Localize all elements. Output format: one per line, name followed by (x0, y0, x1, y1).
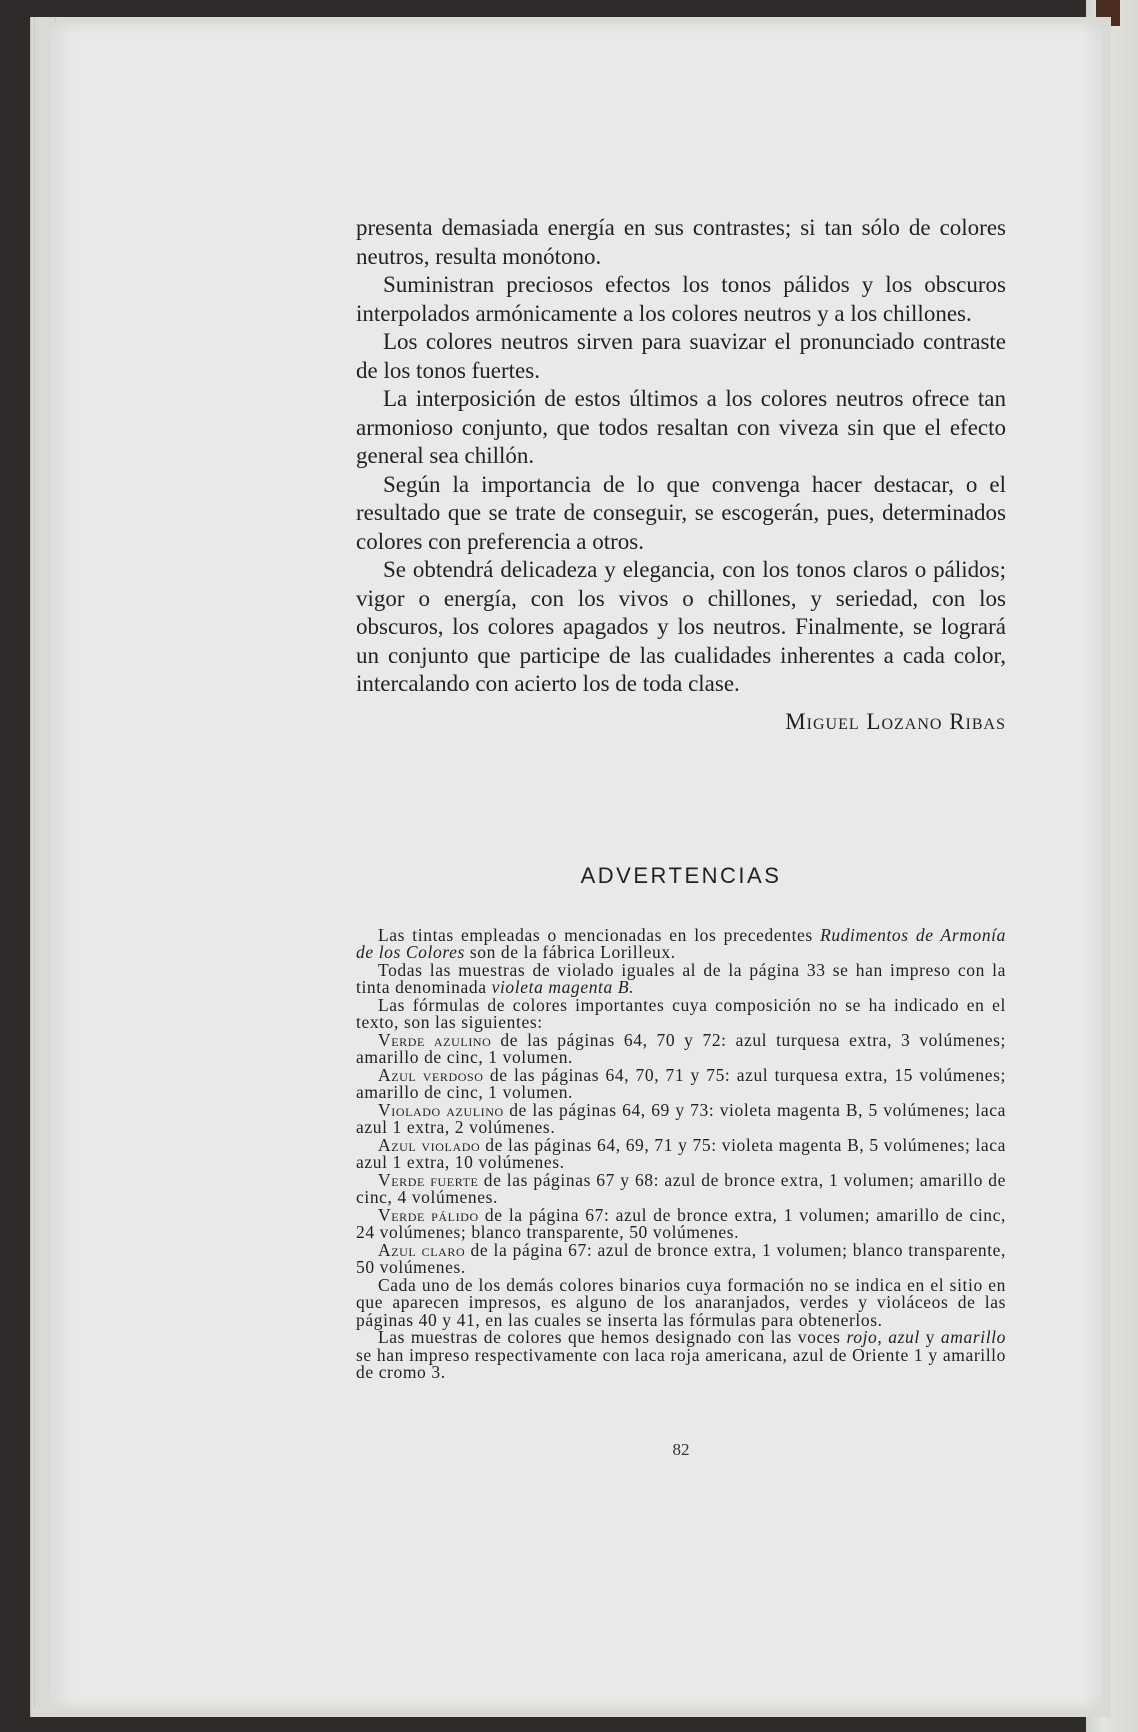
ink-name: violeta magenta B. (491, 977, 635, 997)
advertencias-notes (356, 924, 1007, 1382)
color-name: Azul claro (378, 1239, 466, 1260)
note-paragraph: Cada uno de los demás colores binarios cuya formación no se indica en el sitio en que aparecen impresos, es alguno de los anaranjados, verdes y violáceos de las páginas 40 y 41, en las cuales se inserta las fórmulas para obtenerlos. (356, 1274, 1006, 1330)
formula-item (356, 1169, 1007, 1207)
formula-text: de las páginas 67 y 68: azul de bronce extra, 1 volumen; amarillo de cinc, 4 volúmenes. (356, 1169, 1007, 1207)
formula-text: de las páginas 64, 69, 71 y 75: violeta magenta B, 5 volúmenes; laca azul 1 extra, 10 volúmenes. (356, 1134, 1007, 1172)
formula-text: de las páginas 64, 70, 71 y 75: azul turquesa extra, 15 volúmenes; amarillo de cinc, 1 volumen. (356, 1064, 1007, 1102)
formula-text: de las páginas 64, 69 y 73: violeta magenta B, 5 volúmenes; laca azul 1 extra, 2 volúmenes. (356, 1099, 1006, 1137)
formula-item (356, 1064, 1007, 1102)
formula-text: de las páginas 64, 70 y 72: azul turquesa extra, 3 volúmenes; amarillo de cinc, 1 volumen. (356, 1029, 1007, 1067)
color-word: azul (888, 1327, 920, 1347)
note-text: se han impreso respectivamente con laca roja americana, azul de Oriente 1 y amarillo de cromo 3. (356, 1344, 1006, 1382)
color-word: rojo, (846, 1327, 883, 1347)
formula-item (356, 1029, 1007, 1067)
color-name: Violado azulino (378, 1099, 504, 1120)
color-word: amarillo (940, 1327, 1006, 1347)
note-text: Las tintas empleadas o mencionadas en los precedentes (378, 924, 821, 945)
color-name: Verde fuerte (378, 1169, 479, 1190)
formula-text: de la página 67: azul de bronce extra, 1 volumen; amarillo de cinc, 24 volúmenes; blanco transparente, 50 volúmenes. (356, 1204, 1006, 1242)
note-text: son de la fábrica Lorilleux. (464, 942, 676, 962)
note-text: Todas las muestras de violado iguales al de la página 33 se han impreso con la tinta denominada (356, 959, 1006, 997)
book-title: Rudimentos de Armonía de los Colores (356, 924, 1006, 962)
color-name: Verde pálido (378, 1204, 479, 1225)
book-page (50, 22, 1102, 1710)
formula-item (356, 1099, 1006, 1137)
page-number: 82 (672, 1440, 690, 1459)
formula-item (356, 1134, 1007, 1172)
color-name: Azul verdoso (378, 1064, 484, 1085)
paragraph: Se obtendrá delicadeza y elegancia, con los tonos claros o pálidos; vigor o energía, con los vivos o chillones, y seriedad, con los obscuros, los colores apagados y los neutros. Finalmente, se logrará un conjunto que participe de las cualidades inherentes a cada color, intercalando con acierto los de toda clase. (356, 557, 1006, 696)
paragraph: presenta demasiada energía en sus contrastes; si tan sólo de colores neutros, resulta monótono. (356, 215, 1006, 269)
formula-text: de la página 67: azul de bronce extra, 1 volumen; blanco transparente, 50 volúmenes. (356, 1239, 1006, 1277)
note-paragraph: Las fórmulas de colores importantes cuya composición no se ha indicado en el texto, son las siguientes: (356, 994, 1006, 1032)
note-text: y (919, 1327, 941, 1347)
color-name: Azul violado (378, 1134, 481, 1155)
author-signature: Miguel Lozano Ribas (785, 708, 1006, 734)
formula-item (356, 1239, 1006, 1277)
note-paragraph (356, 924, 1006, 962)
note-paragraph (356, 959, 1006, 997)
paragraph: Los colores neutros sirven para suavizar el pronunciado contraste de los tonos fuertes. (356, 329, 1006, 383)
paragraph: Según la importancia de lo que convenga hacer destacar, o el resultado que se trate de conseguir, se escogerán, pues, determinados colores con preferencia a otros. (356, 471, 1006, 554)
section-title: ADVERTENCIAS (580, 862, 782, 888)
note-text: Las muestras de colores que hemos designado con las voces (378, 1327, 847, 1347)
formula-item (356, 1204, 1006, 1242)
essay-body (356, 214, 1006, 699)
paragraph: La interposición de estos últimos a los colores neutros ofrece tan armonioso conjunto, que todos resaltan con viveza sin que el efecto general sea chillón. (356, 386, 1006, 468)
note-paragraph (356, 1329, 1006, 1382)
color-name: Verde azulino (378, 1029, 492, 1050)
page-content (356, 214, 1007, 1459)
paragraph: Suministran preciosos efectos los tonos pálidos y los obscuros interpolados armónicamente a los colores neutros y a los chillones. (356, 272, 1006, 326)
